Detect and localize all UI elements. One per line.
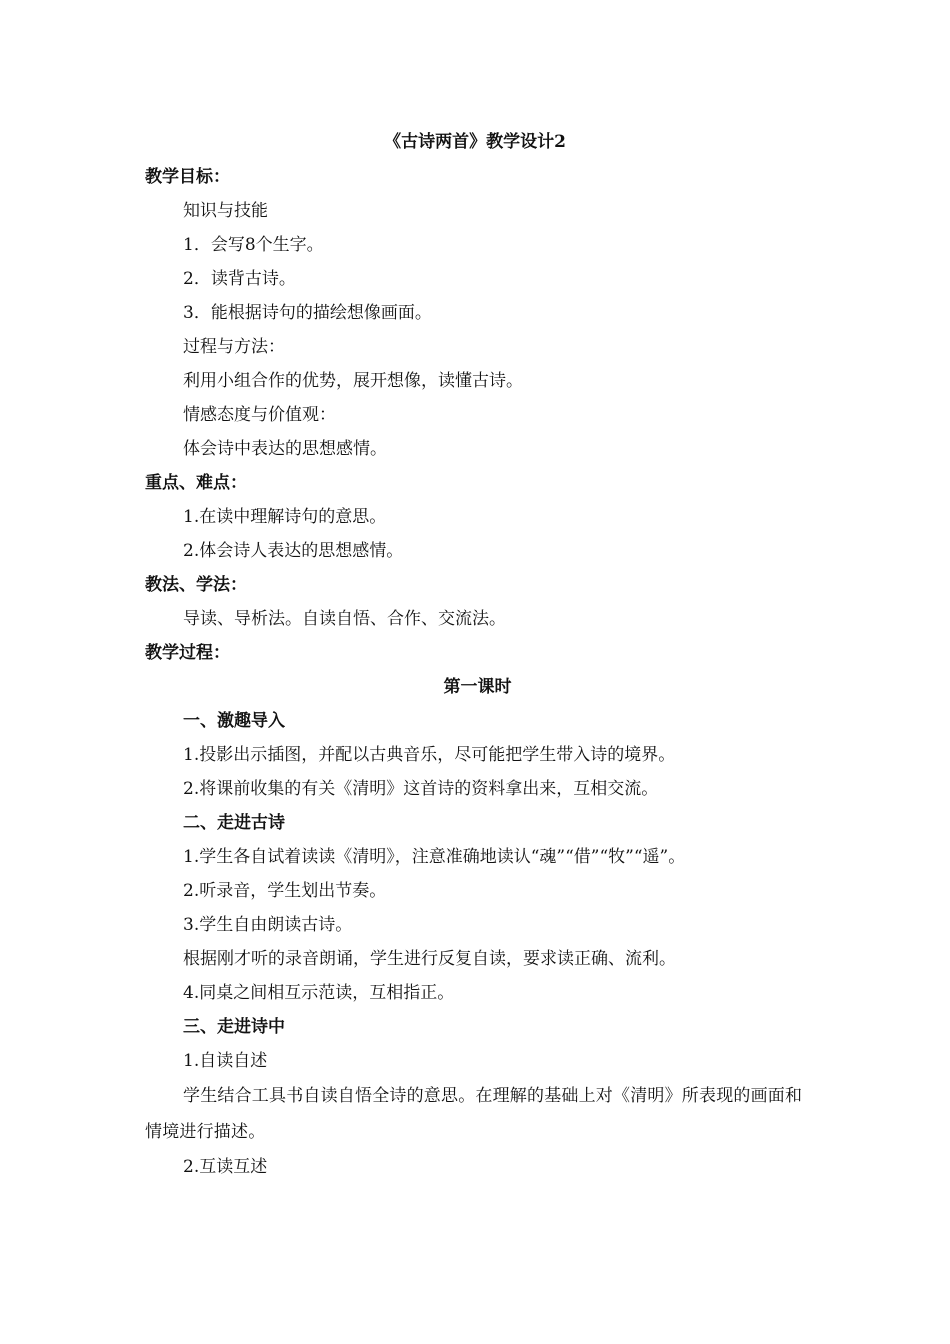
knowledge-item: 2．读背古诗。 [183, 269, 296, 289]
keypoint-item: 2.体会诗人表达的思想感情。 [183, 541, 404, 561]
section-item: 1.投影出示插图，并配以古典音乐，尽可能把学生带入诗的境界。 [183, 745, 676, 765]
document-title: 《古诗两首》教学设计2 [384, 132, 566, 152]
knowledge-heading: 知识与技能 [183, 201, 268, 221]
section-item: 2.将课前收集的有关《清明》这首诗的资料拿出来，互相交流。 [183, 779, 659, 799]
process-method-heading: 过程与方法： [183, 337, 285, 357]
document-body [145, 160, 810, 1184]
section-heading: 三、走进诗中 [183, 1017, 285, 1037]
keypoint-item: 1.在读中理解诗句的意思。 [183, 507, 387, 527]
keypoints-heading: 重点、难点： [145, 473, 247, 493]
methods-text: 导读、导析法。自读自悟、合作、交流法。 [183, 609, 506, 629]
process-method-text: 利用小组合作的优势，展开想像，读懂古诗。 [183, 371, 523, 391]
section-item: 2.听录音，学生划出节奏。 [183, 881, 387, 901]
section-heading: 一、激趣导入 [183, 711, 285, 731]
section-item: 1.学生各自试着读读《清明》，注意准确地读认“魂”“借”“牧”“遥”。 [183, 847, 686, 867]
section-heading: 二、走进古诗 [183, 813, 285, 833]
section-item: 4.同桌之间相互示范读，互相指正。 [183, 983, 455, 1003]
emotion-heading: 情感态度与价值观： [183, 405, 336, 425]
subsection-heading: 2.互读互述 [183, 1157, 268, 1177]
methods-heading: 教法、学法： [145, 575, 247, 595]
emotion-text: 体会诗中表达的思想感情。 [183, 439, 387, 459]
teaching-process-heading: 教学过程： [145, 643, 230, 663]
objectives-heading: 教学目标： [145, 167, 230, 187]
section-item: 根据刚才听的录音朗诵，学生进行反复自读，要求读正确、流利。 [183, 949, 676, 969]
knowledge-item: 3．能根据诗句的描绘想像画面。 [183, 303, 432, 323]
subsection-heading: 1.自读自述 [183, 1051, 268, 1071]
knowledge-item: 1．会写8个生字。 [183, 235, 324, 255]
body-paragraph: 学生结合工具书自读自悟全诗的意思。在理解的基础上对《清明》所表现的画面和情境进行描述。 [145, 1086, 803, 1142]
lesson-title: 第一课时 [443, 677, 512, 697]
section-item: 3.学生自由朗读古诗。 [183, 915, 353, 935]
